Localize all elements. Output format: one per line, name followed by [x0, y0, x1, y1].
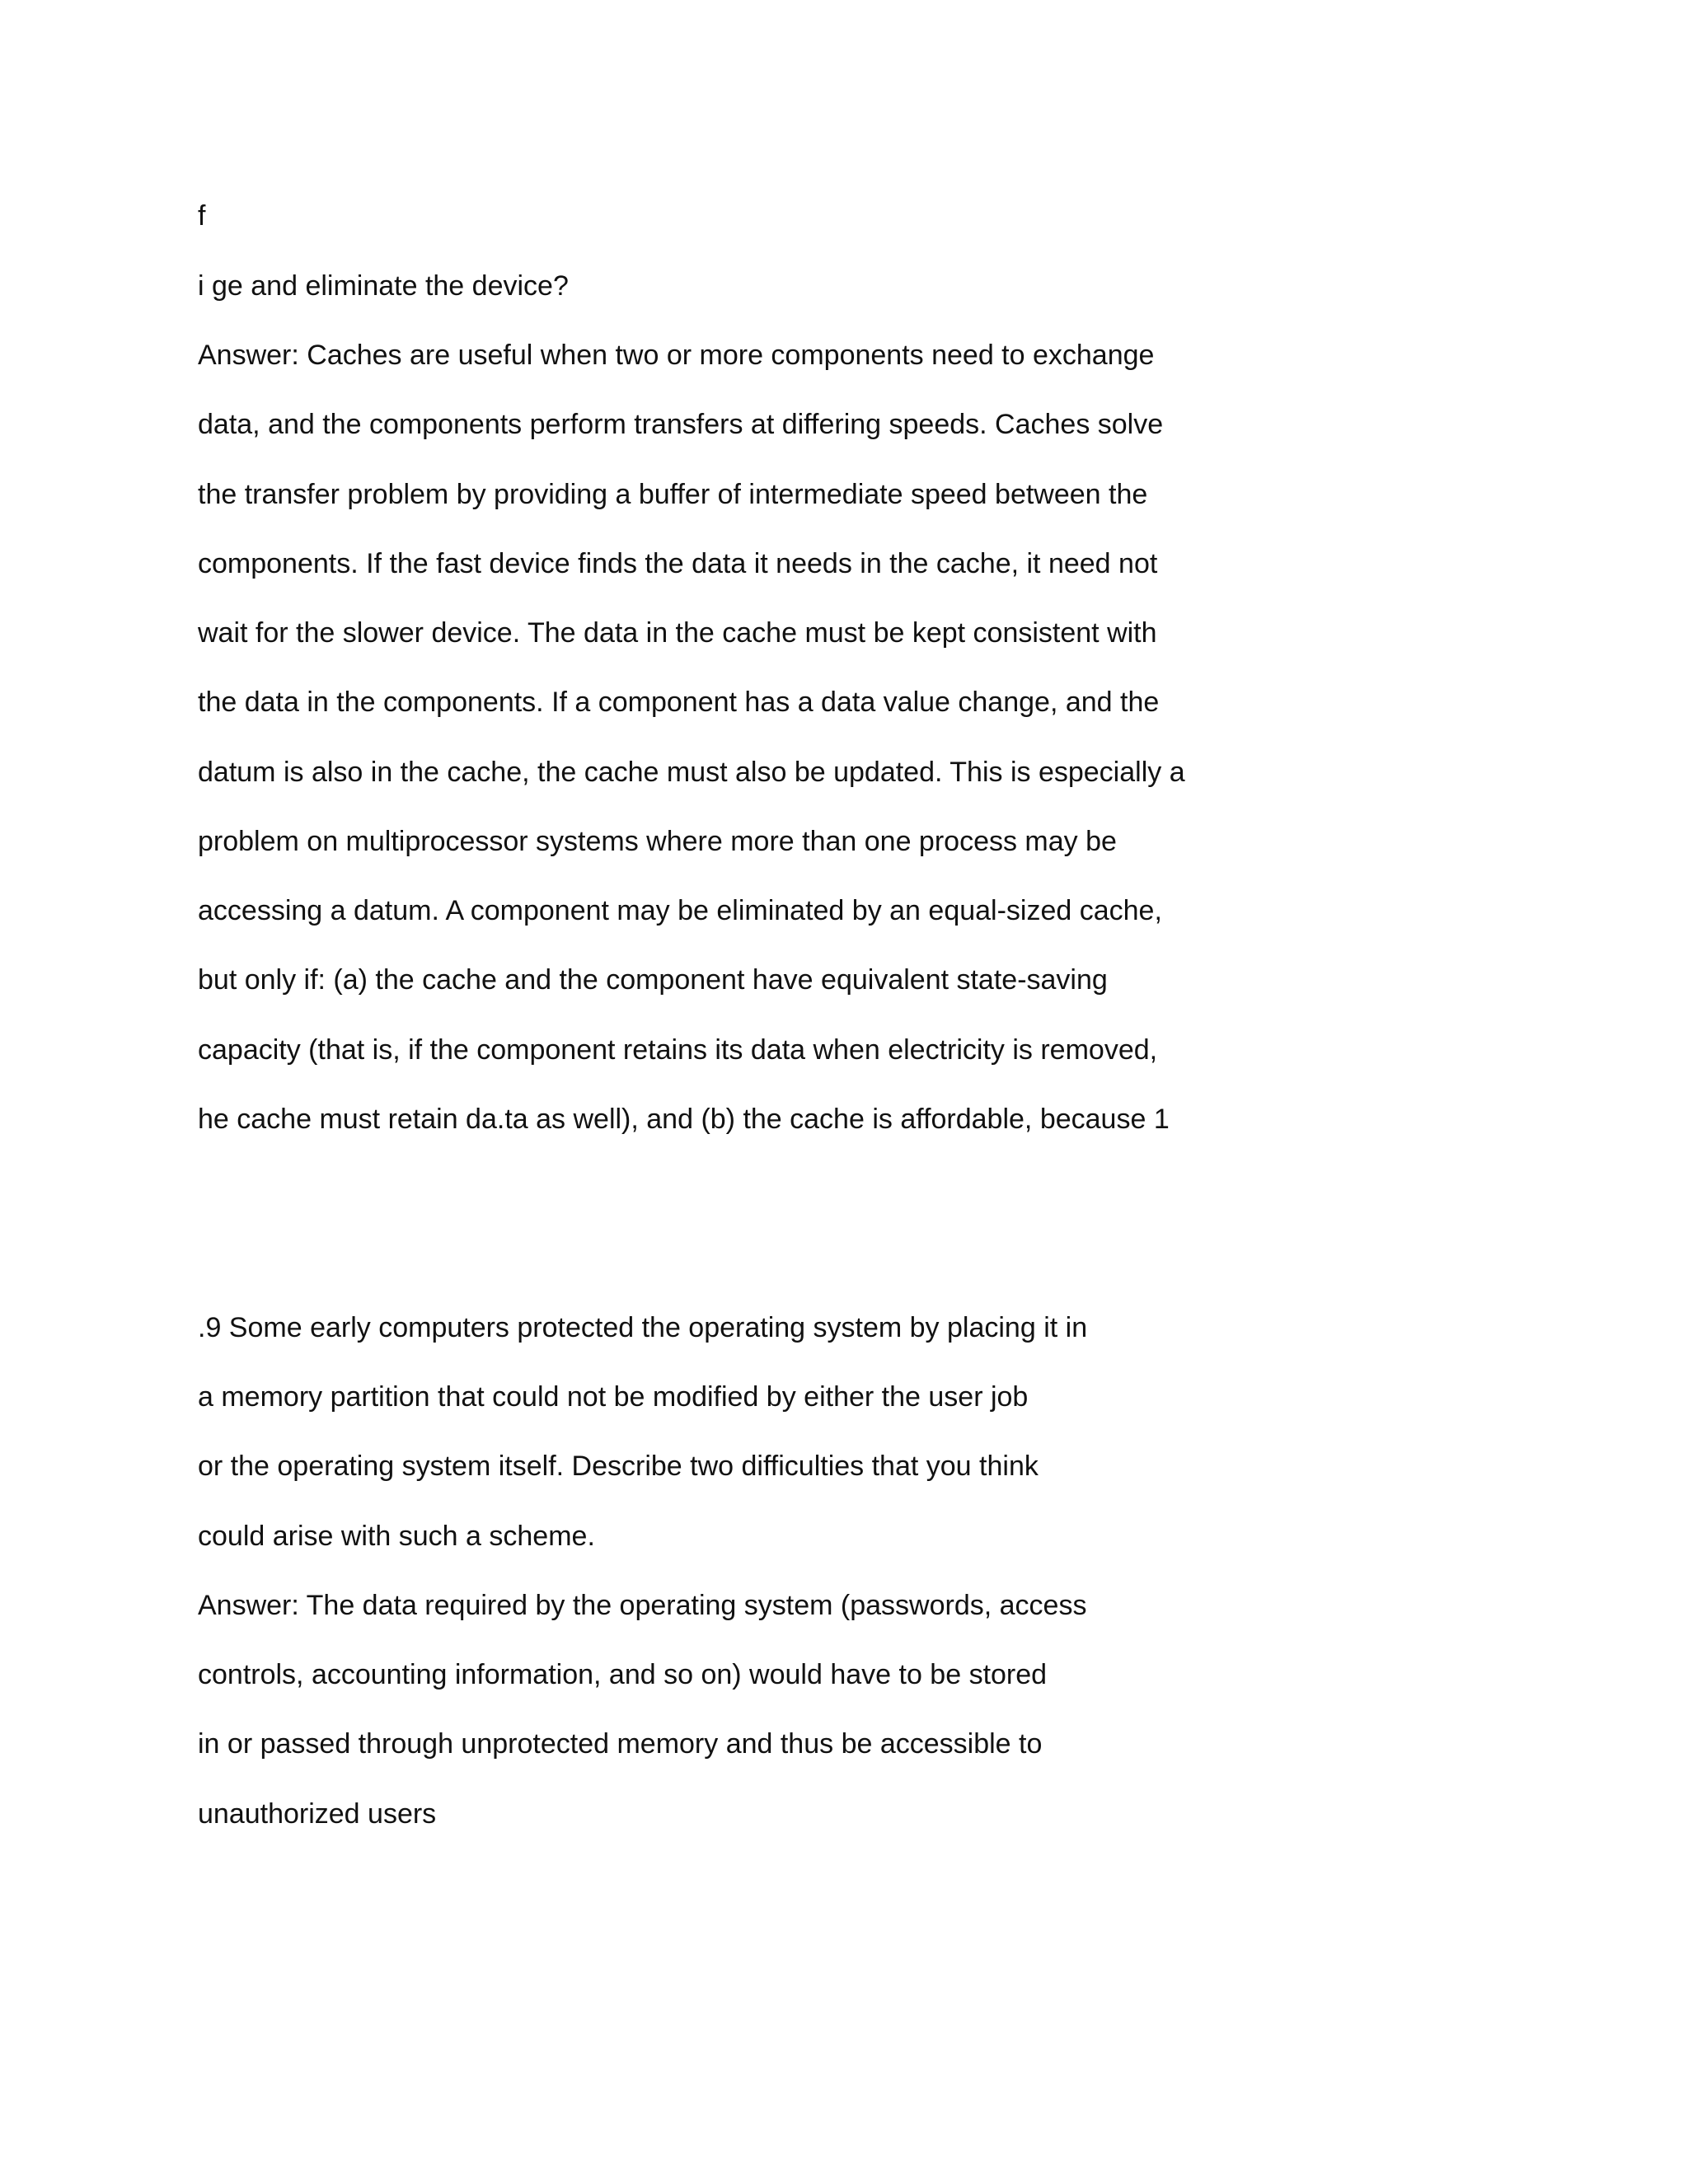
text-line: the transfer problem by providing a buffer of intermediate speed between the [198, 479, 1148, 510]
text-line: in or passed through unprotected memory and thus be accessible to [198, 1728, 1043, 1760]
text-line: controls, accounting information, and so on) would have to be stored [198, 1659, 1048, 1690]
text-line: f [198, 200, 206, 232]
text-line: wait for the slower device. The data in the cache must be kept consistent with [198, 617, 1157, 649]
text-line: Answer: Caches are useful when two or more components need to exchange [198, 340, 1155, 371]
text-line: the data in the components. If a component has a data value change, and the [198, 687, 1160, 718]
text-line: i ge and eliminate the device? [198, 270, 569, 302]
text-line: Answer: The data required by the operating system (passwords, access [198, 1590, 1087, 1621]
text-line: a memory partition that could not be modified by either the user job [198, 1381, 1029, 1413]
text-line: but only if: (a) the cache and the component have equivalent state-saving [198, 964, 1108, 996]
text-line: capacity (that is, if the component retains its data when electricity is removed, [198, 1034, 1158, 1066]
text-line: problem on multiprocessor systems where more than one process may be [198, 826, 1117, 857]
text-line: data, and the components perform transfers at differing speeds. Caches solve [198, 409, 1164, 440]
text-line: accessing a datum. A component may be eliminated by an equal-sized cache, [198, 895, 1162, 926]
text-line: could arise with such a scheme. [198, 1521, 595, 1552]
text-line: unauthorized users [198, 1798, 437, 1830]
text-line: or the operating system itself. Describe two difficulties that you think [198, 1451, 1039, 1482]
text-line: datum is also in the cache, the cache must also be updated. This is especially a [198, 757, 1185, 788]
text-line: components. If the fast device finds the data it needs in the cache, it need not [198, 548, 1158, 579]
text-line: .9 Some early computers protected the operating system by placing it in [198, 1312, 1088, 1343]
text-line: he cache must retain da.ta as well), and (b) the cache is affordable, because 1 [198, 1104, 1170, 1135]
